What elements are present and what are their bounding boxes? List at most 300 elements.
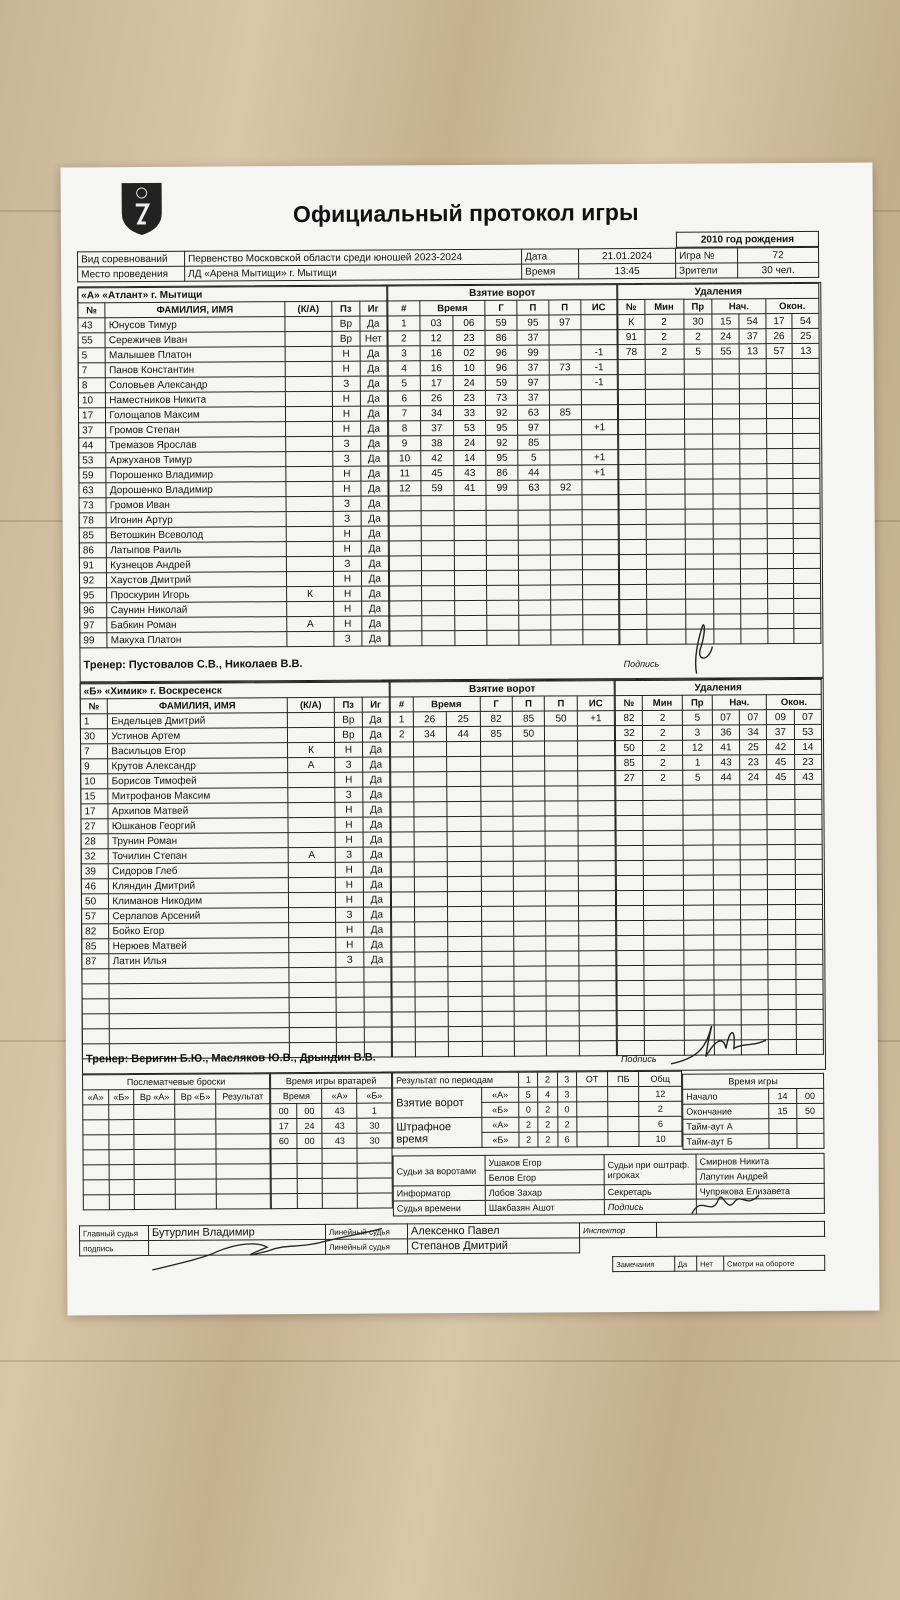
team-a-goal-cell: 85: [518, 435, 550, 450]
team-b-penalty-row: [617, 904, 823, 920]
team-b-player-cell: А: [288, 847, 336, 862]
team-a-goal-cell: 45: [421, 466, 454, 481]
team-b-penalty-cell: [768, 890, 795, 905]
team-b-goal-cell: [513, 831, 546, 846]
team-b-penalty-cell: [644, 890, 684, 905]
team-a-goal-row: [390, 615, 619, 631]
team-b-player-cell: Крутов Александр: [108, 758, 287, 774]
team-b-penalty-cell: 2: [643, 740, 683, 755]
team-a-player-cell: Да: [361, 481, 388, 496]
goalie-time-cell: 24: [297, 1118, 323, 1133]
team-b-player-cell: Ендельцев Дмитрий: [108, 713, 287, 729]
team-a-player-cell: Порошенко Владимир: [106, 467, 285, 483]
team-a-goal-cell: 06: [452, 315, 485, 330]
team-b-goal-cell: [447, 891, 481, 906]
team-b-player-cell: [82, 1014, 109, 1029]
team-b-penalty-cell: [794, 784, 821, 799]
team-b-goal-cell: [514, 1026, 547, 1041]
team-b-player-cell: Н: [335, 817, 362, 832]
team-b-goal-row: [390, 711, 614, 727]
team-a-player-cell: Саунин Николай: [107, 602, 286, 618]
team-b-goal-cell: [391, 787, 414, 802]
team-b-goal-cell: [545, 756, 578, 771]
team-a-penalty-cell: [794, 628, 821, 643]
team-a-goal-cell: 44: [518, 465, 550, 480]
team-a-penalty-cell: [619, 524, 646, 539]
team-a-penalty-cell: [740, 419, 767, 434]
team-a-penalty-cell: [645, 359, 684, 374]
team-b-penalty-cell: 53: [794, 724, 821, 739]
team-b-goal-cell: 82: [480, 711, 513, 726]
team-b-goal-cell: [481, 831, 514, 846]
team-a-goal-cell: [582, 570, 618, 585]
team-a-goal-cell: 42: [421, 451, 454, 466]
team-b-goal-cell: [480, 741, 513, 756]
team-a-goal-cell: [389, 526, 421, 541]
team-a-penalty-cell: [740, 539, 767, 554]
team-a-goal-cell: [518, 555, 550, 570]
team-a-goal-row: [388, 315, 617, 331]
team-a-goal-cell: [487, 525, 519, 540]
team-b-player-cell: Да: [362, 757, 389, 772]
team-a-goal-cell: 1: [388, 316, 420, 331]
team-b-goal-cell: [414, 952, 448, 967]
team-b-penalty-cell: [713, 860, 740, 875]
team-a-goal-cell: 17: [420, 376, 453, 391]
team-b-player-cell: [82, 1029, 109, 1044]
team-a-goal-cell: [582, 585, 618, 600]
team-a-penalty-cell: [714, 524, 741, 539]
team-b-goal-cell: [392, 997, 415, 1012]
team-a-goal-cell: 2: [388, 331, 420, 346]
team-b-player-cell: Да: [363, 892, 390, 907]
team-b-goal-row: [391, 816, 615, 832]
team-b-goal-cell: [579, 1011, 616, 1026]
team-a-goal-cell: [518, 510, 550, 525]
team-b-penalty-cell: [684, 935, 714, 950]
team-a-player-cell: Да: [361, 541, 388, 556]
team-a-player-cell: К: [286, 586, 334, 601]
team-a-penalty-cell: [793, 493, 820, 508]
team-a-penalty-cell: [685, 554, 714, 569]
team-a-penalty-cell: [741, 629, 768, 644]
team-b-penalty-cell: [683, 815, 713, 830]
team-a-penalty-cell: [618, 389, 645, 404]
team-b-goal-cell: [480, 771, 513, 786]
team-a-penalty-cell: [767, 539, 794, 554]
team-b-goal-cell: [414, 892, 448, 907]
team-a-penalty-cell: [793, 373, 820, 388]
team-a-player-cell: Н: [334, 586, 361, 601]
team-a-penalty-cell: 2: [645, 314, 684, 329]
team-b-penalties: Удаления № Мин Пр Нач. Окон. 82 2 5 07 07 09 07 32 2 3 36 34 37 53 50 2 12 41 25 42 14 85 2 1 43 23 45 23 27 2 5 44 24 45 43: [615, 679, 824, 1056]
team-b-player-cell: Нерюев Матвей: [109, 938, 288, 954]
team-b-player-cell: [289, 1027, 337, 1042]
team-a-goal-cell: [487, 555, 519, 570]
team-b-goal-cell: [482, 1026, 515, 1041]
team-b-penalty-cell: 07: [794, 709, 821, 724]
team-a-player-cell: 17: [78, 408, 105, 423]
team-a-player-cell: 53: [79, 453, 106, 468]
team-a-penalty-cell: [767, 479, 794, 494]
team-b-player-cell: [289, 982, 337, 997]
team-b-penalty-cell: [684, 950, 714, 965]
team-a-goal-cell: [390, 631, 422, 646]
team-a-goal-cell: [486, 495, 518, 510]
team-b-goal-row: [391, 771, 615, 787]
team-a-penalty-cell: [766, 404, 793, 419]
team-b-goal-cell: [545, 831, 578, 846]
team-a-goal-cell: 5: [388, 376, 420, 391]
team-a-goal-cell: [581, 390, 617, 405]
team-b-penalty-cell: [713, 800, 740, 815]
team-a-player-cell: Юнусов Тимур: [105, 317, 284, 333]
team-b-penalty-cell: 45: [767, 755, 794, 770]
team-b-goal-cell: [513, 861, 546, 876]
team-b-player-cell: Н: [336, 937, 363, 952]
team-b-player-cell: 30: [80, 729, 107, 744]
team-a-penalty-cell: [713, 494, 740, 509]
team-a-player-cell: Да: [360, 466, 387, 481]
team-b-goal-cell: [514, 921, 547, 936]
team-a-goal-cell: 99: [486, 480, 518, 495]
team-a-penalties: Удаления № Мин Пр Нач. Окон. К 2 30 15 54 17 54 91 2 2 24 37 26 25 78 2 5 55 13 57 13: [617, 283, 821, 645]
team-b-penalty-cell: 43: [712, 755, 739, 770]
team-b-player-cell: [288, 937, 336, 952]
team-b-penalty-cell: [795, 949, 822, 964]
team-b-penalty-cell: [617, 995, 644, 1010]
team-a-penalty-row: [619, 523, 820, 539]
team-b-goal-cell: [577, 726, 614, 741]
team-a-player-cell: [286, 526, 334, 541]
team-a-penalty-row: [619, 508, 820, 524]
team-b-player-cell: Н: [336, 877, 363, 892]
team-a-penalty-cell: [713, 404, 740, 419]
team-b-goal-cell: 26: [413, 712, 447, 727]
team-b-player-cell: [289, 967, 337, 982]
team-b-player-cell: Да: [363, 832, 390, 847]
team-b-goal-cell: [413, 757, 447, 772]
team-a-goal-cell: 86: [485, 330, 517, 345]
team-b-player-cell: Да: [362, 727, 389, 742]
team-a-penalty-cell: [740, 554, 767, 569]
team-b-penalty-cell: [644, 905, 684, 920]
team-b-penalty-cell: [713, 875, 740, 890]
team-a-goal-cell: 59: [486, 375, 518, 390]
team-b-goal-cell: [414, 907, 448, 922]
team-a-goal-cell: [550, 540, 582, 555]
team-a-player-cell: Да: [361, 511, 388, 526]
team-b-goal-cell: [481, 921, 514, 936]
team-a-goal-cell: 14: [453, 450, 486, 465]
team-a-goal-cell: 26: [420, 391, 453, 406]
team-b-penalty-cell: 5: [683, 770, 713, 785]
team-a-penalty-cell: 13: [792, 343, 819, 358]
team-a-player-cell: Да: [360, 391, 387, 406]
team-a-goal-row: [388, 390, 617, 406]
team-b-penalty-cell: 09: [767, 710, 794, 725]
team-a-penalty-cell: [740, 464, 767, 479]
team-b-goal-row: [391, 801, 615, 817]
team-a-goal-cell: 63: [518, 480, 550, 495]
team-a-penalty-cell: [739, 359, 766, 374]
team-a-goal-cell: [550, 495, 582, 510]
team-b-penalty-cell: [616, 815, 643, 830]
goalie-time-cell: [271, 1164, 297, 1179]
goalie-time-table: Время игры вратарей Время «А» «Б» 00 00 43 1 17 24 43 30 60 00 43 30: [270, 1072, 393, 1209]
team-b-penalty-cell: [617, 950, 644, 965]
team-a-sign-label: Подпись: [623, 658, 660, 670]
team-a-penalty-cell: [714, 584, 741, 599]
team-b-player-cell: 28: [81, 834, 108, 849]
goalie-time-cell: [323, 1193, 358, 1208]
team-a-penalty-cell: [685, 584, 714, 599]
team-a-penalty-cell: 24: [712, 329, 739, 344]
team-b-player-cell: [288, 952, 336, 967]
team-b-penalty-cell: [796, 1039, 823, 1054]
team-b-penalty-cell: [643, 830, 683, 845]
team-b-goal-cell: [578, 846, 615, 861]
team-a-goal-row: [389, 420, 618, 436]
team-b-penalty-cell: 12: [683, 740, 713, 755]
team-a-player-cell: [285, 421, 333, 436]
team-a-goal-cell: 43: [453, 465, 486, 480]
team-a-penalty-cell: 57: [766, 344, 793, 359]
goalie-time-cell: 00: [297, 1133, 323, 1148]
team-b-goal-row: [391, 861, 615, 877]
team-b-penalty-cell: [741, 935, 768, 950]
team-a-goal-cell: 97: [549, 315, 581, 330]
team-a-penalty-cell: [685, 509, 714, 524]
team-a-player-cell: З: [334, 556, 361, 571]
team-b-player-cell: Да: [362, 802, 389, 817]
team-b-penalty-cell: [684, 995, 714, 1010]
team-b-goal-cell: [414, 982, 448, 997]
team-b-goal-cell: [448, 1011, 482, 1026]
team-b-goal-cell: [546, 951, 579, 966]
team-a-penalty-cell: [713, 419, 740, 434]
team-b-goal-cell: [547, 1011, 580, 1026]
team-b-goal-cell: [481, 966, 514, 981]
team-b-player-cell: [288, 907, 336, 922]
team-a-goal-cell: 99: [517, 345, 549, 360]
team-a-goal-cell: 3: [388, 346, 420, 361]
team-a-penalty-cell: 54: [739, 314, 766, 329]
team-a-player-cell: Панов Константин: [106, 362, 285, 378]
team-b-goal-cell: [578, 771, 615, 786]
team-a-goal-cell: [389, 556, 421, 571]
team-a-penalty-cell: [766, 434, 793, 449]
team-a-penalty-cell: [685, 539, 714, 554]
team-b-player-cell: [287, 727, 335, 742]
goalie-time-cell: [297, 1148, 323, 1163]
team-a-goal-cell: 63: [518, 405, 550, 420]
team-a-penalty-cell: [714, 539, 741, 554]
team-a-penalty-cell: [794, 553, 821, 568]
team-b-goal-row: [391, 741, 615, 757]
team-a-goal-cell: 11: [389, 466, 421, 481]
team-a-goal-cell: 12: [389, 481, 421, 496]
team-a-penalty-cell: [740, 524, 767, 539]
team-b-goal-cell: [513, 756, 546, 771]
team-a-penalty-cell: [766, 419, 793, 434]
team-a-goal-cell: [454, 585, 487, 600]
team-b-goal-cell: [579, 1026, 616, 1041]
team-b-penalty-cell: [683, 845, 713, 860]
team-b-player-cell: 32: [81, 849, 108, 864]
team-b-goal-cell: [578, 891, 615, 906]
team-b-goal-cell: [413, 787, 447, 802]
team-a-goal-cell: 33: [453, 405, 486, 420]
team-a-penalty-cell: [767, 569, 794, 584]
team-b-goal-cell: [414, 967, 448, 982]
team-b-goal-cell: [391, 892, 414, 907]
team-a-penalty-cell: [767, 494, 794, 509]
team-a-player-cell: Да: [360, 316, 387, 331]
team-b-goal-cell: [513, 786, 546, 801]
team-a-goal-cell: [519, 630, 551, 645]
team-b-penalty-row: [617, 979, 823, 995]
team-a-player-cell: 37: [79, 423, 106, 438]
team-b-goal-cell: [391, 832, 414, 847]
team-b-penalty-cell: [644, 935, 684, 950]
team-b-penalty-cell: [617, 965, 644, 980]
team-b-player-cell: Да: [363, 847, 390, 862]
team-a-goal-cell: 8: [389, 421, 421, 436]
team-b-goal-cell: [392, 937, 415, 952]
team-a-goal-cell: 03: [420, 316, 453, 331]
team-a-penalty-cell: [766, 464, 793, 479]
team-b-goal-cell: [579, 951, 616, 966]
team-a-goal-cell: [549, 390, 581, 405]
team-a-penalty-cell: [740, 509, 767, 524]
team-b-penalty-cell: [713, 890, 740, 905]
team-a-penalty-cell: [793, 463, 820, 478]
team-b-goal-row: [390, 726, 614, 742]
team-a-player-cell: Да: [361, 571, 388, 586]
team-b-player-cell: [82, 984, 109, 999]
main-referee-signature-icon: [147, 1221, 387, 1277]
team-a-player-cell: Н: [334, 601, 361, 616]
team-b-goal-cell: [513, 846, 546, 861]
team-b-penalty-cell: [713, 935, 740, 950]
team-a-goal-cell: [582, 615, 618, 630]
team-a-penalty-cell: [713, 479, 740, 494]
team-b-player-cell: [289, 997, 337, 1012]
team-a-goal-cell: [549, 345, 581, 360]
team-b-player-cell: [364, 997, 391, 1012]
team-b-penalty-cell: [683, 830, 713, 845]
team-b-goal-cell: [391, 802, 414, 817]
team-b-goal-cell: [513, 801, 546, 816]
team-a-player-cell: Да: [361, 601, 388, 616]
team-a-goal-cell: 38: [420, 436, 453, 451]
team-b-penalty-cell: [767, 830, 794, 845]
team-b-penalty-cell: [713, 920, 740, 935]
team-a-penalty-cell: [766, 359, 793, 374]
team-b-penalty-cell: [768, 905, 795, 920]
team-a-penalty-cell: [767, 614, 794, 629]
team-a-goal-cell: [487, 570, 519, 585]
team-b-goal-cell: [577, 756, 614, 771]
team-a-penalty-cell: [685, 524, 714, 539]
team-a-player-cell: Соловьев Александр: [106, 377, 285, 393]
team-a-goal-cell: [582, 555, 618, 570]
team-a-player-cell: Вр: [332, 331, 359, 346]
team-a-penalty-cell: [646, 554, 685, 569]
team-b-penalty-cell: 1: [683, 755, 713, 770]
team-a-goal-cell: [518, 525, 550, 540]
team-a-penalty-cell: [740, 404, 767, 419]
team-b-penalty-cell: [684, 920, 714, 935]
team-b-goal-cell: [514, 981, 547, 996]
team-b-penalty-cell: [768, 980, 795, 995]
team-a-penalty-cell: [619, 554, 646, 569]
team-b-goal-cell: [447, 741, 481, 756]
team-a-goal-cell: 37: [517, 330, 549, 345]
team-b-player-cell: [288, 832, 336, 847]
team-a-goal-cell: 96: [486, 360, 518, 375]
team-a-goal-cell: 73: [549, 360, 581, 375]
team-a-penalty-cell: [793, 433, 820, 448]
team-b-player-cell: [336, 1012, 363, 1027]
team-b-player-cell: [82, 999, 109, 1014]
team-b-goal-cell: [447, 801, 481, 816]
team-b-goal-cell: [415, 997, 449, 1012]
team-a-player-cell: 10: [78, 393, 105, 408]
notes-table: Замечания Да Нет Смотри на обороте: [612, 1255, 825, 1272]
team-a-penalty-cell: [794, 598, 821, 613]
team-b-goal-cell: [513, 906, 546, 921]
team-b-player-cell: Кляндин Дмитрий: [109, 878, 288, 894]
team-a-player-cell: Да: [360, 346, 387, 361]
team-a-penalty-cell: [713, 374, 740, 389]
goalie-time-cell: [358, 1193, 393, 1208]
team-a-penalty-cell: [793, 523, 820, 538]
team-b-penalty-cell: [795, 859, 822, 874]
team-a-penalty-cell: [767, 584, 794, 599]
team-a-player-cell: З: [334, 631, 361, 646]
team-a-goal-cell: [550, 585, 582, 600]
team-a-penalty-cell: [620, 584, 647, 599]
team-a-penalty-cell: К: [618, 314, 645, 329]
team-a-goal-row: [389, 570, 618, 586]
team-b-penalty-cell: [796, 1024, 823, 1039]
team-b-goal-cell: 50: [545, 711, 578, 726]
team-b-penalty-cell: [741, 995, 768, 1010]
team-a-penalty-cell: [684, 359, 713, 374]
team-b-player-cell: [288, 862, 336, 877]
team-a-goal-cell: [581, 405, 617, 420]
team-a-goal-cell: [550, 435, 582, 450]
game-time-table: Время игры Начало 14 00 Окончание 15 50 Тайм-аут А Тайм-аут Б: [682, 1073, 824, 1150]
team-a-goal-cell: [390, 586, 422, 601]
team-a-goal-cell: 37: [517, 360, 549, 375]
team-a-goal-cell: [581, 435, 617, 450]
goalie-time-cell: [297, 1178, 323, 1193]
goalie-time-cell: 43: [322, 1118, 357, 1133]
team-b-penalty-cell: 23: [794, 754, 821, 769]
team-a-penalty-row: [618, 328, 819, 344]
team-b-goal-cell: [546, 891, 579, 906]
team-a-goal-cell: [454, 570, 487, 585]
year-box: 2010 год рождения: [676, 231, 819, 248]
team-b-player-cell: Да: [363, 922, 390, 937]
team-b-goal-cell: [481, 891, 514, 906]
team-b-goal-cell: [514, 936, 547, 951]
team-b-penalty-row: [616, 859, 822, 875]
team-a-penalty-cell: [740, 494, 767, 509]
